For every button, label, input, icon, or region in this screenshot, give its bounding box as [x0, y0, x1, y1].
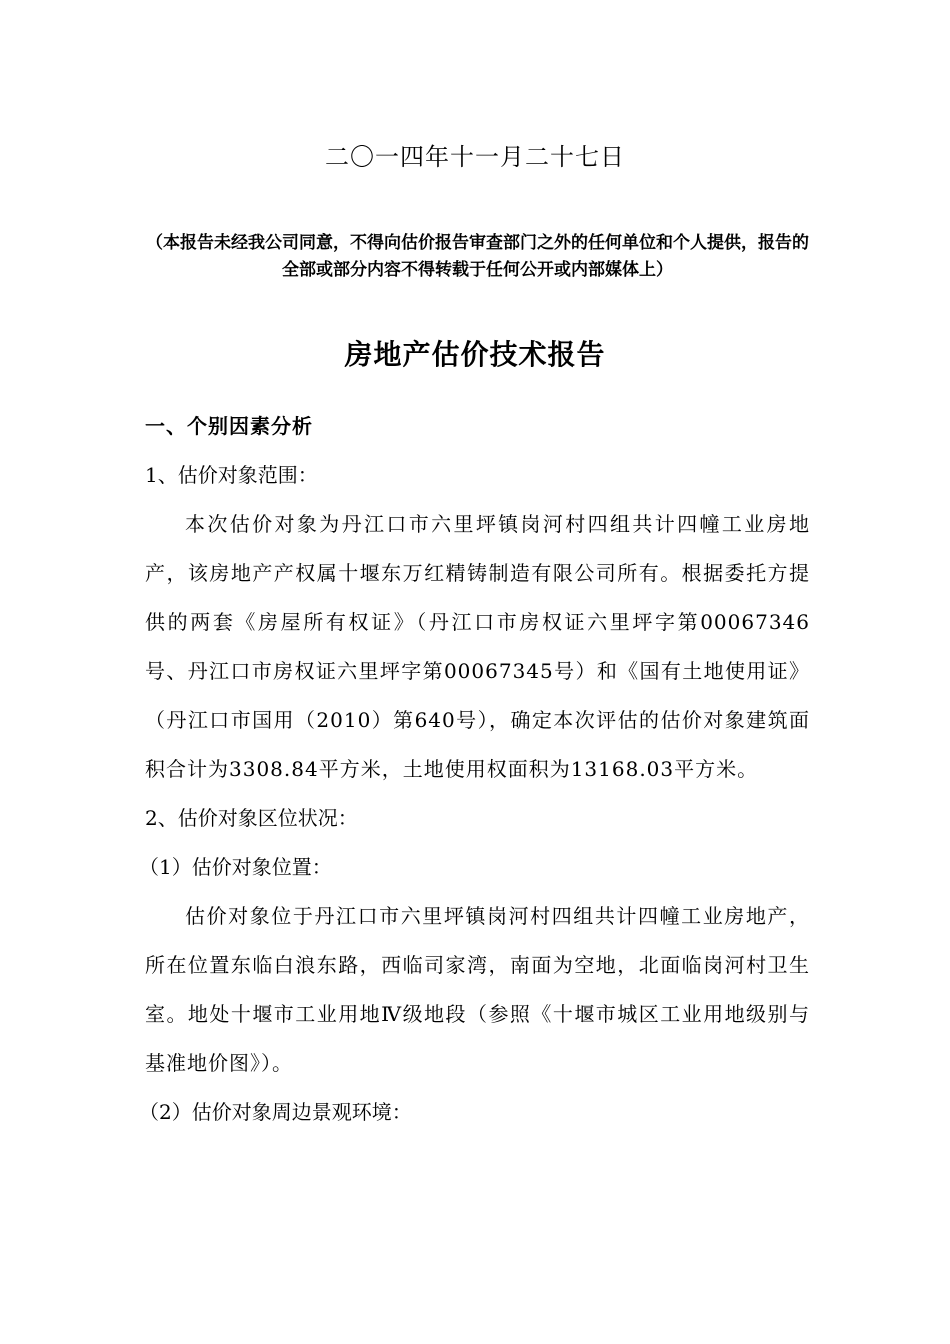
item-label: 2、估价对象区位状况：	[145, 806, 358, 830]
report-body	[139, 402, 810, 1137]
sub-item-label: （2）估价对象周边景观环境：	[139, 1100, 412, 1124]
item-label: 1、估价对象范围：	[145, 463, 318, 487]
confidentiality-notice: （本报告未经我公司同意，不得向估价报告审查部门之外的任何单位和个人提供，报告的全部或部分内容不得转载于任何公开或内部媒体上）	[146, 233, 809, 280]
location-paragraph: 估价对象位于丹江口市六里坪镇岗河村四组共计四幢工业房地产，所在位置东临白浪东路，西临司家湾，南面为空地，北面临岗河村卫生室。地处十堰市工业用地Ⅳ级地段（参照《十堰市城区工业用地级别与基准地价图》）。	[145, 904, 810, 1075]
section-heading: 一、个别因素分析	[145, 414, 313, 438]
report-date: 二〇一四年十一月二十七日	[325, 143, 625, 171]
report-title: 房地产估价技术报告	[344, 338, 606, 371]
sub-item-label: （1）估价对象位置：	[139, 855, 332, 879]
scope-paragraph: 本次估价对象为丹江口市六里坪镇岗河村四组共计四幢工业房地产，该房地产产权属十堰东万红精铸制造有限公司所有。根据委托方提供的两套《房屋所有权证》（丹江口市房权证六里坪字第00067346号、丹江口市房权证六里坪字第00067345号）和《国有土地使用证》（丹江口市国用（2010）第640号），确定本次评估的估价对象建筑面积合计为3308.84平方米，土地使用权面积为13168.03平方米。	[145, 512, 810, 781]
